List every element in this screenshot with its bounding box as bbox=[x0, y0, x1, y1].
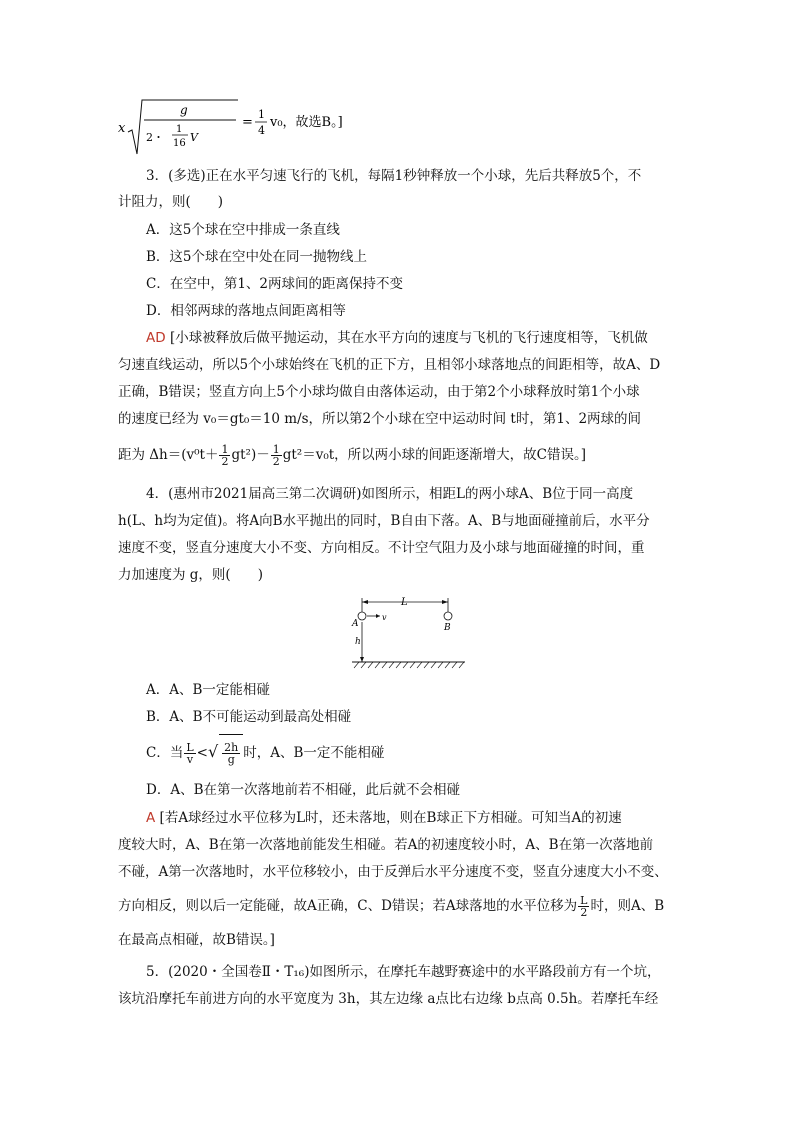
q4-option-b: B．A、B不可能运动到最高处相碰 bbox=[146, 709, 352, 725]
q4-optc-suffix: 时，A、B一定不能相碰 bbox=[243, 745, 385, 761]
q3-line1: 3．(多选)正在水平匀速飞行的飞机，每隔1秒钟释放一个小球，先后共释放5个，不 bbox=[146, 168, 642, 184]
q4-ans3: 不碰，A第一次落地时，水平位移较小，由于反弹后水平分速度不变，竖直分速度大小不变、 bbox=[118, 864, 668, 880]
top-formula bbox=[118, 96, 378, 158]
q4-line4: 力加速度为 g，则( ) bbox=[118, 567, 263, 583]
top-formula-line bbox=[118, 96, 378, 156]
q4-option-c: C．当 $\frac{L}{v}$ <√ $\frac{2h}{g}$ 时，A、B一定不能相碰 bbox=[146, 734, 384, 770]
inner-frac-den: 16 bbox=[173, 138, 186, 149]
q5-line1: 5．(2020・全国卷Ⅱ・T₁₆)如图所示，在摩托车越野赛途中的水平路段前方有一个坑， bbox=[146, 964, 661, 980]
q3-ans5-d: gt²＝v₀t，所以两小球的间距逐渐增大，故C错误。] bbox=[282, 447, 587, 463]
q3-ans5 bbox=[118, 438, 586, 472]
q4-optc-prefix: C．当 bbox=[146, 745, 184, 761]
q3-answer-line1 bbox=[146, 328, 648, 348]
q5-line2: 该坑沿摩托车前进方向的水平宽度为 3h，其左边缘 a点比右边缘 b点高 0.5h。若摩托车经 bbox=[118, 991, 659, 1007]
q4-figure bbox=[340, 592, 480, 672]
q4-ans4-a: 方向相反，则以后一定能碰，故A正确，C、D错误；若A球落地的水平位移为 bbox=[118, 898, 578, 914]
q4-answer-line1 bbox=[146, 808, 622, 828]
result-num: 1 bbox=[258, 108, 265, 121]
q3-option-d: D．相邻两球的落地点间距离相等 bbox=[146, 303, 346, 319]
q4-ans4 bbox=[118, 888, 664, 924]
q4-ans5: 在最高点相碰，故B错误。] bbox=[118, 932, 275, 948]
q4-line3: 速度不变，竖直分速度大小不变、方向相反。不计空气阻力及小球与地面碰撞的时间，重 bbox=[118, 540, 645, 556]
fig-label-h: h bbox=[355, 637, 361, 647]
q3-half-frac-1: $\frac{1}{2}$ bbox=[221, 443, 229, 468]
q4-answer-tag: A bbox=[146, 810, 156, 826]
sqrt-numerator: g bbox=[180, 103, 188, 117]
q3-option-a: A．这5个球在空中排成一条直线 bbox=[146, 222, 340, 238]
ball-b bbox=[444, 612, 452, 620]
q3-ans4: 的速度已经为 v₀＝gt₀＝10 m/s，所以第2个小球在空中运动时间 t时，第1、2两球的间 bbox=[118, 411, 642, 427]
q4-line1: 4．(惠州市2021届高三第二次调研)如图所示，相距L的两小球A、B位于同一高度 bbox=[146, 486, 634, 502]
sqrt-denominator-lead: 2・ bbox=[146, 131, 164, 144]
q4-optc-frac: $\frac{L}{v}$ bbox=[186, 741, 194, 766]
result-tail: v₀，故选B。] bbox=[270, 115, 343, 130]
q3-line2: 计阻力，则( ) bbox=[118, 194, 224, 210]
fig-label-B: B bbox=[444, 623, 451, 633]
formula-prefix: x bbox=[118, 121, 126, 136]
q3-answer-tag: AD bbox=[146, 330, 166, 346]
inner-frac-num: 1 bbox=[176, 124, 183, 135]
q3-ans1: [小球被释放后做平抛运动，其在水平方向的速度与飞机的飞行速度相等，飞机做 bbox=[169, 330, 648, 346]
q4-ans1: [若A球经过水平位移为L时，还未落地，则在B球正下方相碰。可知当A的初速 bbox=[159, 810, 622, 826]
q3-half-frac-2: $\frac{1}{2}$ bbox=[272, 443, 280, 468]
q3-option-c: C．在空中，第1、2两球间的距离保持不变 bbox=[146, 276, 404, 292]
q3-ans3: 正确，B错误；竖直方向上5个小球均做自由落体运动，由于第2个小球释放时第1个小球 bbox=[118, 384, 640, 400]
q4-ans2: 度较大时，A、B在第一次落地前能发生相碰。若A的初速度较小时，A、B在第一次落地前 bbox=[118, 837, 654, 853]
q3-ans5-c: gt²)－ bbox=[231, 447, 270, 463]
q4-line2: h(L、h均为定值)。将A向B水平抛出的同时，B自由下落。A、B与地面碰撞前后，水平分 bbox=[118, 513, 650, 529]
result-den: 4 bbox=[258, 124, 265, 137]
q4-ans4-b: 时，则A、B bbox=[590, 898, 665, 914]
formula-equals: = bbox=[242, 115, 253, 130]
q4-option-d: D．A、B在第一次落地前若不相碰，此后就不会相碰 bbox=[146, 782, 460, 798]
q3-ans5-b: (v⁰t＋ bbox=[181, 447, 219, 463]
fig-label-v: v bbox=[382, 613, 387, 622]
inner-var: V bbox=[190, 131, 198, 144]
q4-optc-lt: < bbox=[196, 745, 208, 761]
q3-ans2: 匀速直线运动，所以5个小球始终在飞机的正下方，且相邻小球落地点的间距相等，故A、D bbox=[118, 357, 661, 373]
fig-label-L: L bbox=[401, 597, 408, 608]
q4-option-a: A．A、B一定能相碰 bbox=[146, 682, 270, 698]
ball-a bbox=[358, 612, 366, 620]
q4-optc-sqrt: $\frac{2h}{g}$ bbox=[219, 734, 243, 771]
q4-ans4-frac: $\frac{L}{2}$ bbox=[580, 894, 588, 919]
q3-option-b: B．这5个球在空中处在同一抛物线上 bbox=[146, 249, 368, 265]
q3-ans5-a: 距为 Δh＝ bbox=[118, 447, 182, 463]
fig-label-A: A bbox=[352, 619, 359, 629]
